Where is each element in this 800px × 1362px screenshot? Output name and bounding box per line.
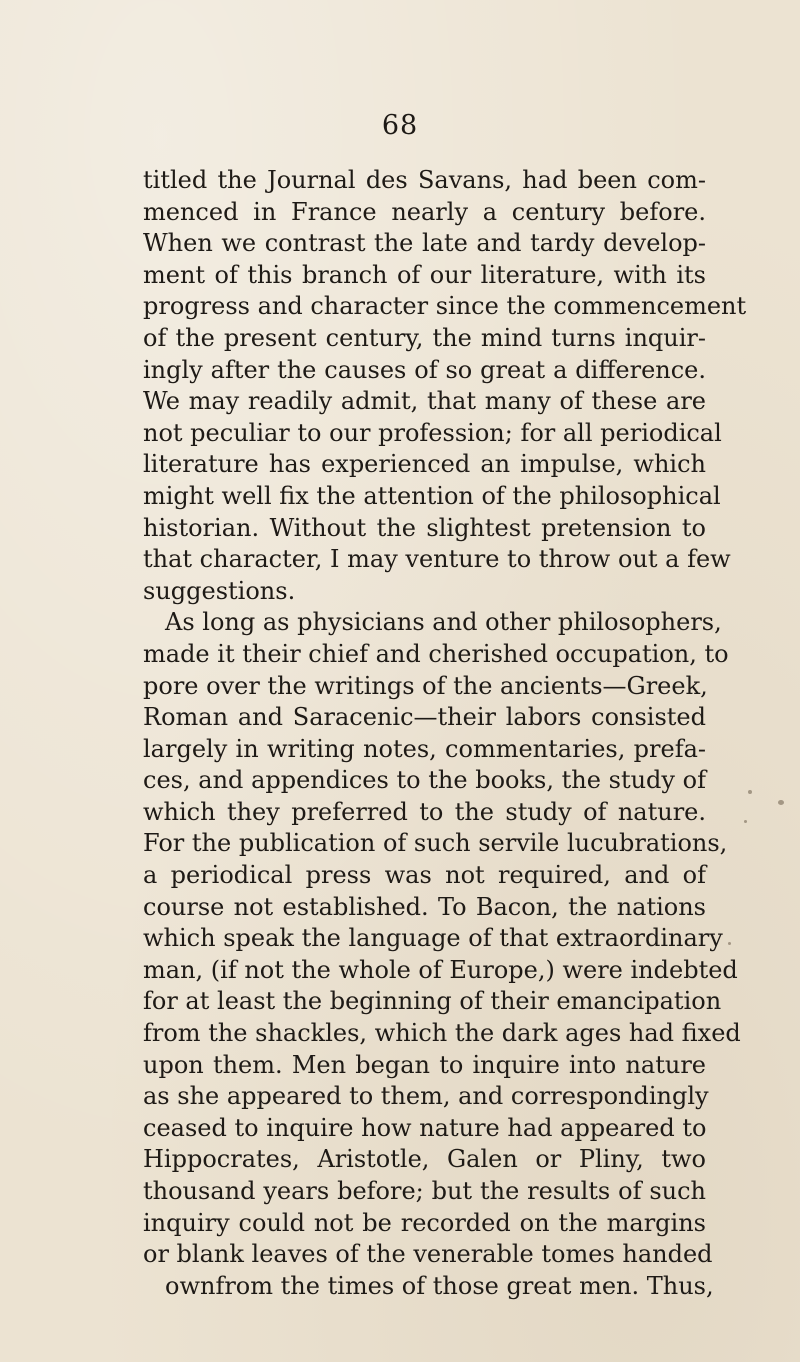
text-line: might well fix the attention of the philosophical: [143, 481, 721, 510]
text-line: ownfrom the times of those great men. Thus,: [165, 1271, 714, 1300]
text-line: We may readily admit, that many of these are: [143, 387, 706, 416]
text-line: as she appeared to them, and correspondingly: [143, 1082, 709, 1111]
text-line: course not established. To Bacon, the nations: [143, 892, 706, 921]
text-line: made it their chief and cherished occupation, to: [143, 639, 729, 668]
page-number: 68: [381, 110, 419, 141]
text-line: from the shackles, which the dark ages had fixed: [143, 1019, 741, 1048]
text-line: which speak the language of that extraordinary: [143, 924, 723, 953]
text-line: When we contrast the late and tardy develop-: [143, 229, 706, 258]
text-line: a periodical press was not required, and of: [143, 861, 706, 890]
text-line: Hippocrates, Aristotle, Galen or Pliny, two: [143, 1145, 706, 1174]
text-line: pore over the writings of the ancients—Greek,: [143, 671, 708, 700]
text-line: Roman and Saracenic—their labors consisted: [143, 703, 706, 732]
text-line: man, (if not the whole of Europe,) were indebted: [143, 955, 738, 984]
text-line: historian. Without the slightest pretension to: [143, 513, 706, 542]
text-line: ingly after the causes of so great a difference.: [143, 355, 706, 384]
text-line: titled the Journal des Savans, had been com-: [143, 166, 706, 194]
text-line: inquiry could not be recorded on the margins: [143, 1208, 706, 1237]
text-line: menced in France nearly a century before.: [143, 197, 706, 226]
text-line: As long as physicians and other philosophers,: [165, 608, 722, 637]
text-line: which they preferred to the study of nature.: [143, 797, 706, 826]
text-line: upon them. Men began to inquire into nature: [143, 1050, 706, 1079]
text-line: suggestions.: [143, 576, 296, 605]
text-line: ces, and appendices to the books, the study of: [143, 766, 706, 795]
text-line: not peculiar to our profession; for all periodical: [143, 418, 722, 447]
text-line: largely in writing notes, commentaries, prefa-: [143, 734, 706, 763]
text-line: of the present century, the mind turns inquir-: [143, 323, 706, 352]
text-line: for at least the beginning of their emancipation: [143, 987, 722, 1016]
text-line: For the publication of such servile lucubrations,: [143, 829, 728, 858]
text-line: ceased to inquire how nature had appeared to: [143, 1113, 707, 1142]
text-line: progress and character since the commencement: [143, 292, 747, 321]
body-text: [143, 165, 747, 1302]
paper-speck: [744, 820, 747, 823]
paper-speck: [778, 800, 784, 805]
text-line: that character, I may venture to throw out a few: [143, 545, 731, 574]
text-line: ment of this branch of our literature, with its: [143, 260, 706, 289]
paper-speck: [748, 790, 752, 794]
text-line: thousand years before; but the results of such: [143, 1177, 706, 1205]
text-line: literature has experienced an impulse, which: [143, 450, 706, 479]
paper-speck: [728, 942, 731, 945]
text-line: or blank leaves of the venerable tomes handed: [143, 1240, 713, 1269]
